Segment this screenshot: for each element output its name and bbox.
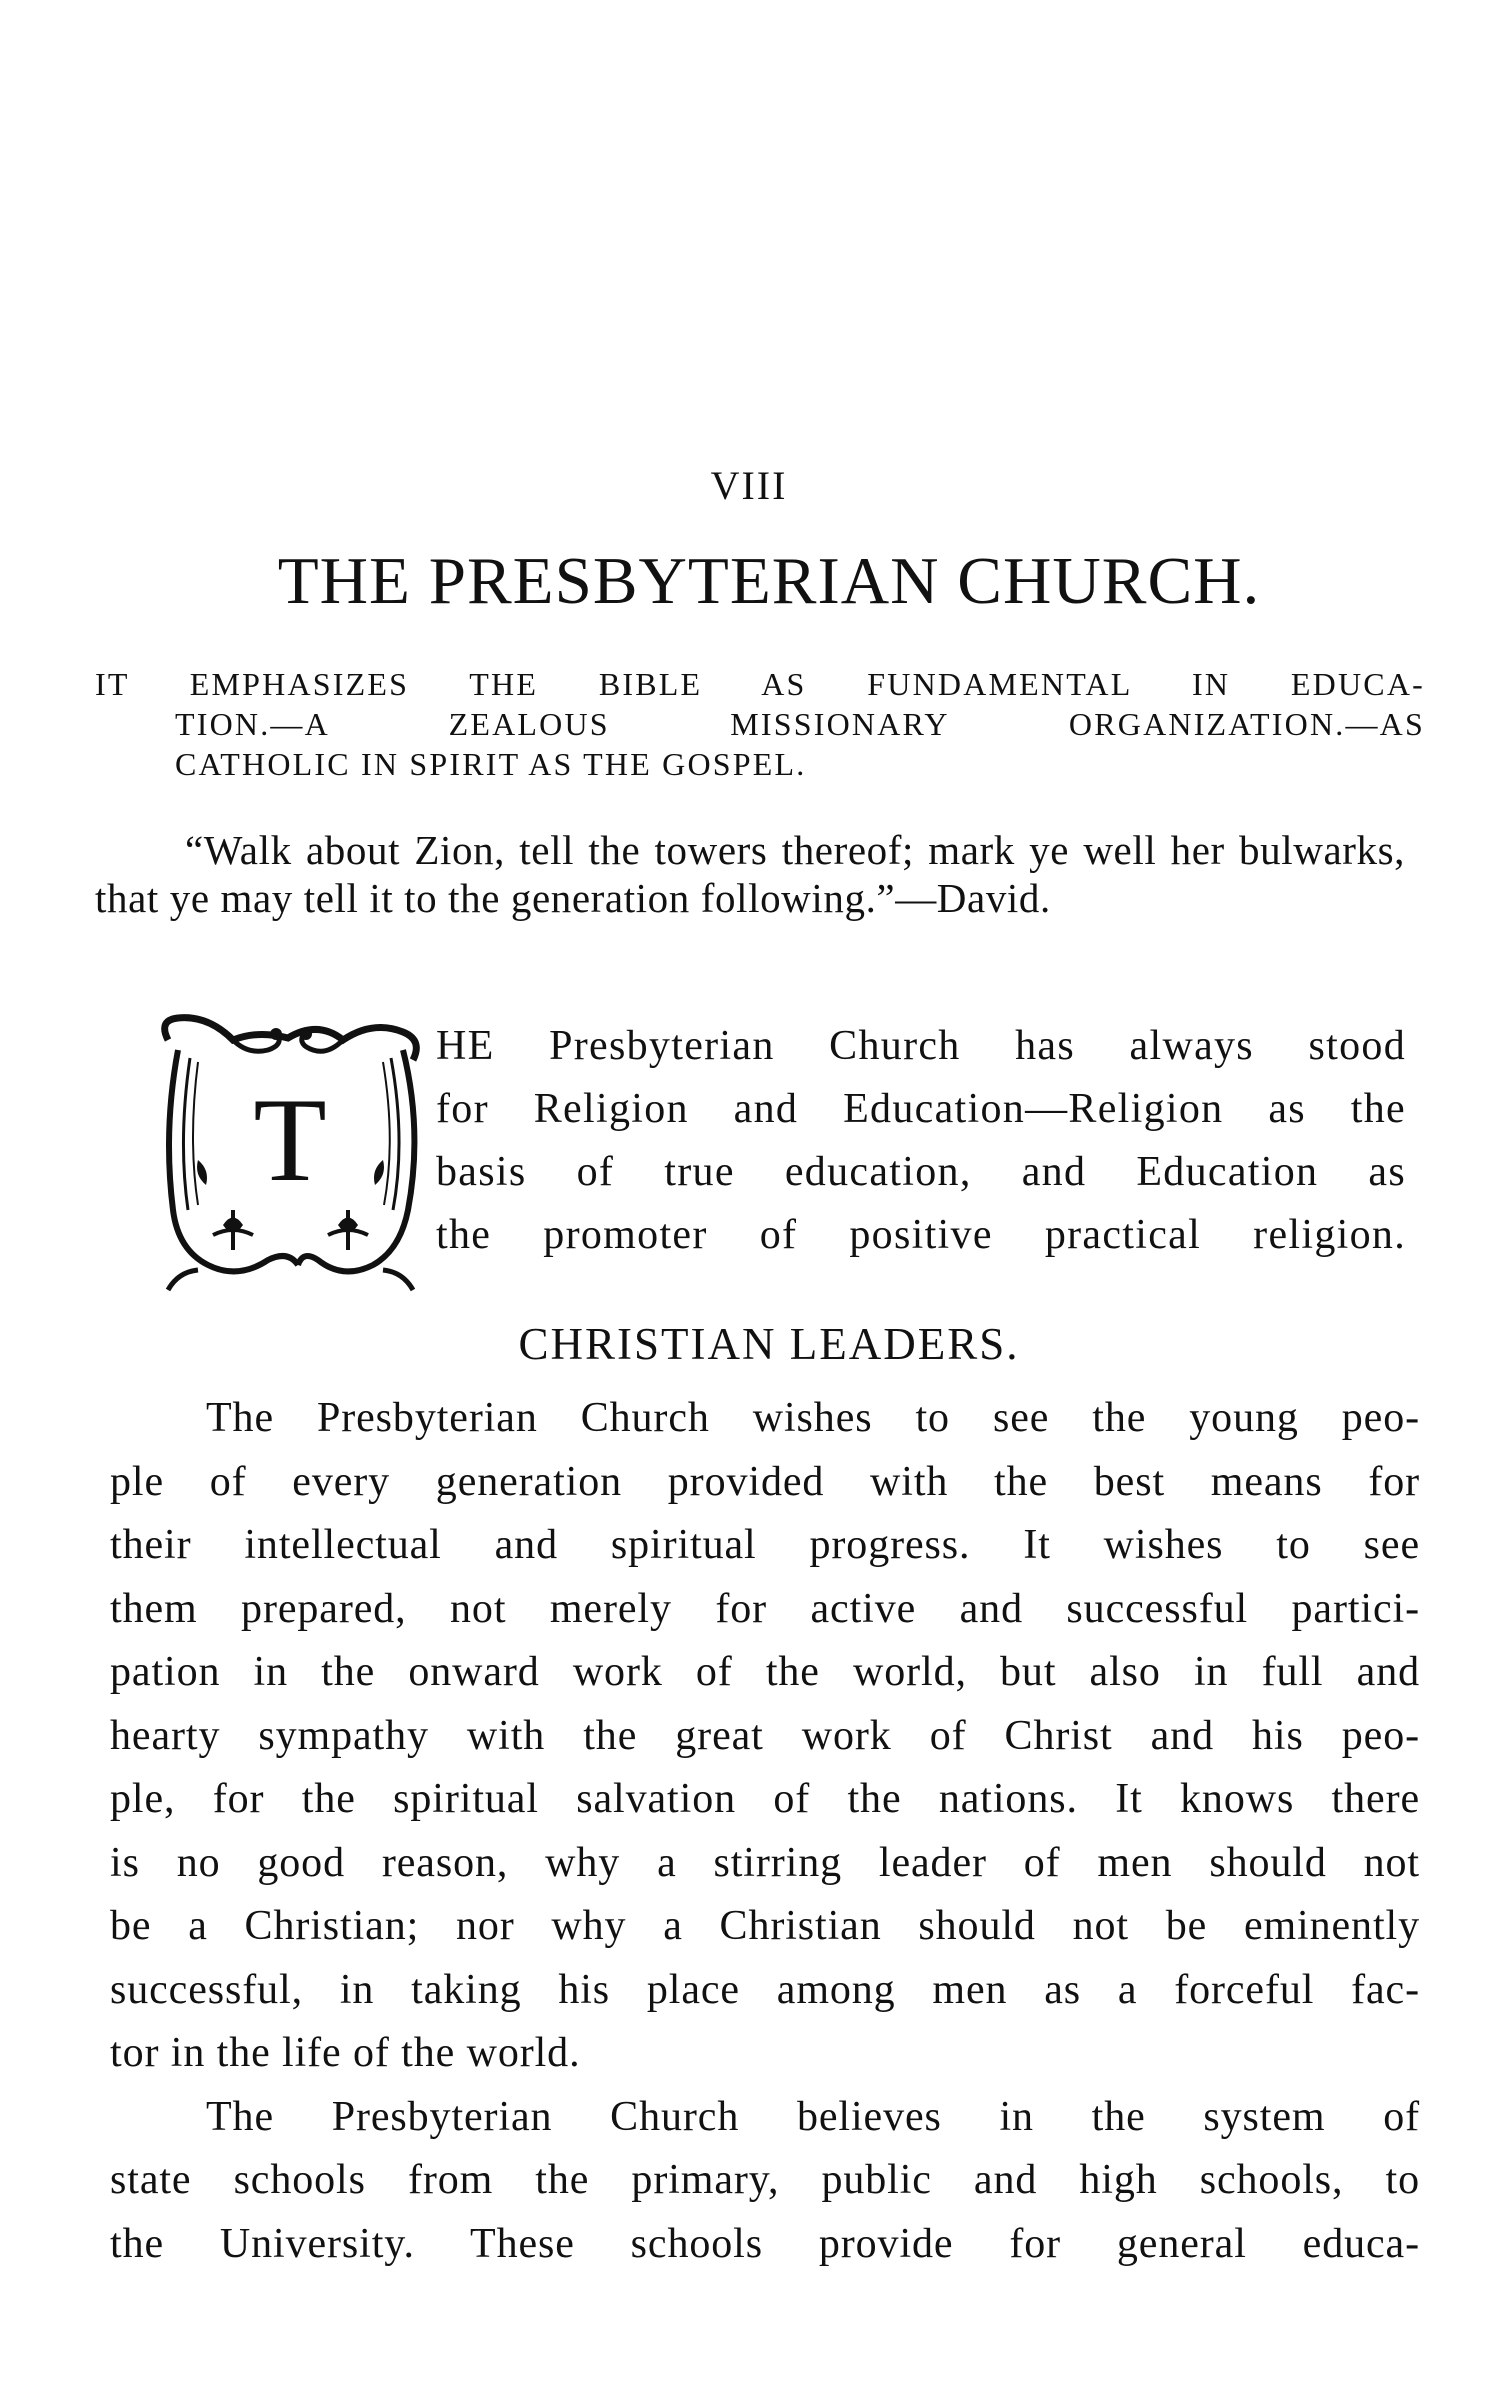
- dropcap-letter: T: [253, 1073, 327, 1206]
- ornamental-dropcap: [138, 1010, 443, 1295]
- paragraph-line: The Presbyterian Church believes in the system of: [206, 2093, 1420, 2140]
- paragraph-1: [110, 1387, 1420, 2086]
- paragraph-line: is no good reason, why a stirring leader of men should not: [110, 1839, 1420, 1886]
- summary-line-1: IT EMPHASIZES THE BIBLE AS FUNDAMENTAL IN EDUCA-: [95, 666, 1425, 702]
- paragraph-line: be a Christian; nor why a Christian should not be eminently: [110, 1903, 1420, 1949]
- paragraph-line: the University. These schools provide for general educa-: [110, 2220, 1420, 2267]
- intro-line-4: the promoter of positive practical religion.: [436, 1212, 1406, 1258]
- chapter-title: THE PRESBYTERIAN CHURCH.: [277, 544, 1261, 618]
- paragraph-line: ple, for the spiritual salvation of the nations. It knows there: [110, 1776, 1420, 1822]
- summary-line-2: TION.—A ZEALOUS MISSIONARY ORGANIZATION.—AS: [175, 706, 1425, 742]
- paragraph-2: [110, 2086, 1420, 2277]
- paragraph-line: successful, in taking his place among men as a forceful fac-: [110, 1966, 1420, 2013]
- chapter-number: VIII: [710, 463, 788, 508]
- intro-line-3: basis of true education, and Education as: [436, 1149, 1406, 1195]
- paragraph-line: tor in the life of the world.: [110, 2030, 581, 2076]
- summary-line-3: CATHOLIC IN SPIRIT AS THE GOSPEL.: [175, 746, 807, 782]
- section-heading: CHRISTIAN LEADERS.: [518, 1319, 1020, 1369]
- body-text: [110, 1387, 1420, 2276]
- paragraph-line: them prepared, not merely for active and successful partici-: [110, 1585, 1420, 1632]
- paragraph-line: hearty sympathy with the great work of Christ and his peo-: [110, 1712, 1420, 1759]
- paragraph-line: their intellectual and spiritual progress. It wishes to see: [110, 1522, 1420, 1568]
- chapter-summary: [95, 664, 1425, 784]
- ornament-vine-icon: [138, 1010, 443, 1295]
- paragraph-line: state schools from the primary, public and high schools, to: [110, 2157, 1420, 2203]
- intro-paragraph: [436, 1015, 1406, 1267]
- paragraph-line: pation in the onward work of the world, but also in full and: [110, 1649, 1420, 1695]
- intro-line-1: HE Presbyterian Church has always stood: [436, 1023, 1406, 1069]
- paragraph-line: The Presbyterian Church wishes to see the young peo-: [206, 1395, 1420, 1441]
- epigraph-quote: “Walk about Zion, tell the towers thereof; mark ye well her bulwarks, that ye may tell it to the generation following.”—David.: [95, 827, 1405, 921]
- intro-line-2: for Religion and Education—Religion as the: [436, 1086, 1406, 1132]
- paragraph-line: ple of every generation provided with the best means for: [110, 1458, 1420, 1505]
